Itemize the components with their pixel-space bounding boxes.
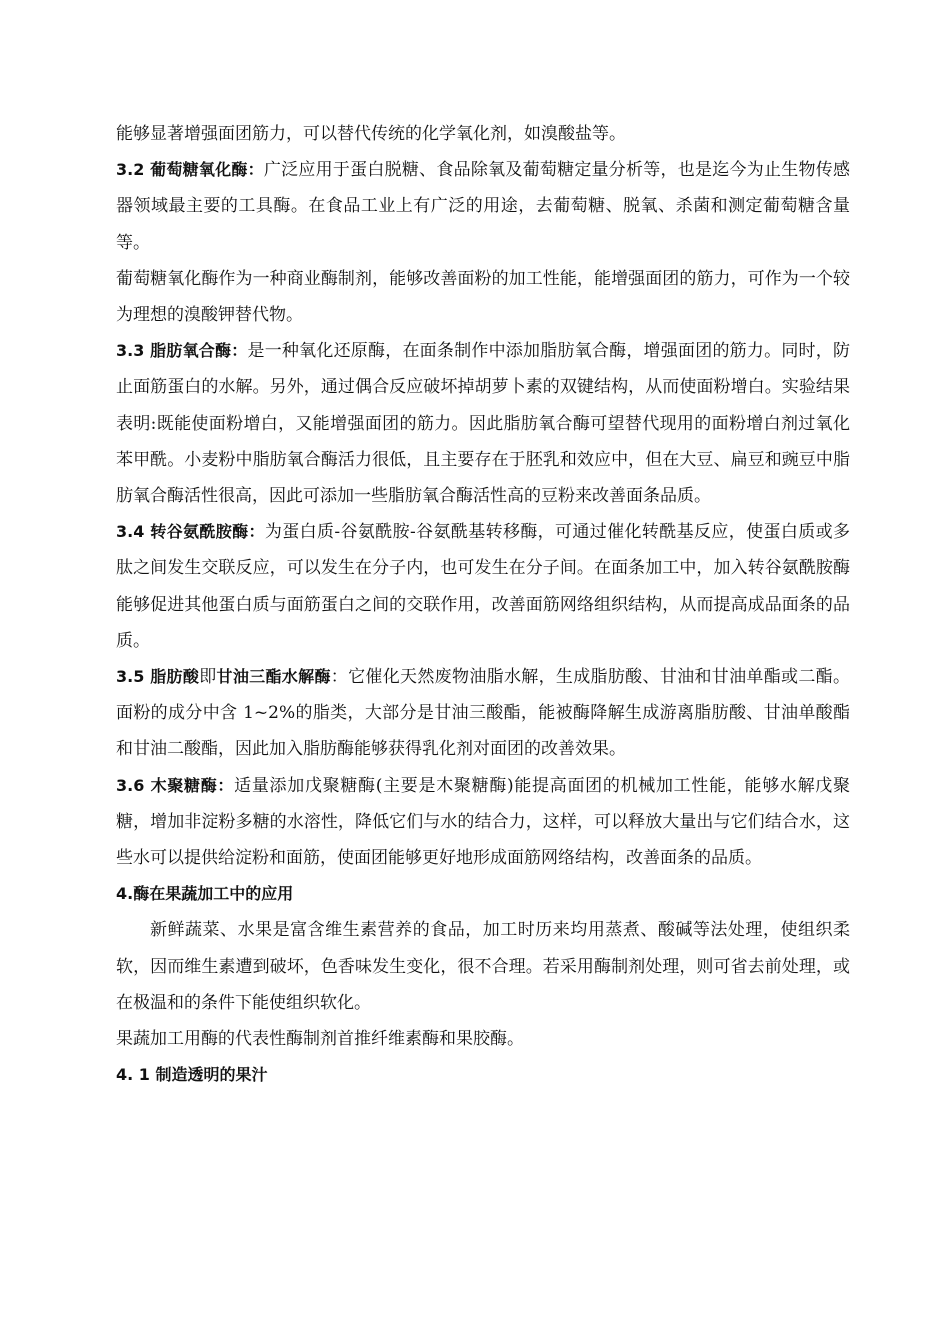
- heading-section-4: 4.酶在果蔬加工中的应用: [116, 884, 294, 904]
- section-label: 3.3 脂肪氧合酶：: [116, 341, 248, 361]
- section-label: 3.2 葡萄糖氧化酶：: [116, 160, 264, 180]
- section-label: 3.6 木聚糖酶：: [116, 775, 235, 795]
- section-3-4: [116, 514, 850, 659]
- section-label: 甘油三酯水解酶: [216, 667, 331, 687]
- paragraph-intro: [116, 116, 850, 152]
- heading-section-4-1: 4. 1 制造透明的果汁: [116, 1065, 268, 1085]
- paragraph-text: 果蔬加工用酶的代表性酶制剂首推纤维素酶和果胶酶。: [116, 1029, 524, 1050]
- section-connector: 即: [199, 667, 217, 688]
- section-label: 3.4 转谷氨酰胺酶：: [116, 522, 265, 542]
- section-text: ：它催化天然废物油脂水解，生成脂肪酸、甘油和甘油单酯或二酯。面粉的成分中含 1~2%的脂类，大部分是甘油三酸酯，能被酶降解生成游离脂肪酸、甘油单酸酯和甘油二酸酯，因此加入脂肪酶能够获得乳化剂对面团的改善效果。: [116, 667, 851, 760]
- section-text: 广泛应用于蛋白脱糖、食品除氧及葡萄糖定量分析等，也是迄今为止生物传感器领域最主要的工具酶。在食品工业上有广泛的用途，去葡萄糖、脱氧、杀菌和测定葡萄糖含量等。: [116, 160, 851, 253]
- section-3-5: [116, 659, 850, 768]
- paragraph-glucose-oxidase: [116, 261, 850, 333]
- paragraph-representative-enzymes: [116, 1021, 850, 1057]
- paragraph-text: 能够显著增强面团筋力，可以替代传统的化学氧化剂，如溴酸盐等。: [116, 124, 626, 144]
- section-text: 是一种氧化还原酶，在面条制作中添加脂肪氧合酶，增强面团的筋力。同时，防止面筋蛋白的水解。另外，通过偶合反应破坏掉胡萝卜素的双键结构，从而使面粉增白。实验结果表明:既能使面粉增白，又能增强面团的筋力。因此脂肪氧合酶可望替代现用的面粉增白剂过氧化苯甲酰。小麦粉中脂肪氧合酶活力很低，且主要存在于胚乳和效应中，但在大豆、扁豆和豌豆中脂肪氧合酶活性很高，因此可添加一些脂肪氧合酶活性高的豆粉来改善面条品质。: [116, 341, 850, 507]
- section-label: 3.5 脂肪酸: [116, 667, 200, 687]
- paragraph-text: 新鲜蔬菜、水果是富含维生素营养的食品，加工时历来均用蒸煮、酸碱等法处理，使组织柔软，因而维生素遭到破坏，色香味发生变化，很不合理。若采用酶制剂处理，则可省去前处理，或在极温和的条件下能使组织软化。: [116, 920, 850, 1013]
- section-3-2: [116, 152, 850, 261]
- section-text: 适量添加戊聚糖酶(主要是木聚糖酶)能提高面团的机械加工性能，能够水解戊聚糖，增加非淀粉多糖的水溶性，降低它们与水的结合力，这样，可以释放大量出与它们结合水，这些水可以提供给淀粉和面筋，使面团能够更好地形成面筋网络结构，改善面条的品质。: [116, 775, 850, 869]
- section-3-3: [116, 333, 850, 514]
- paragraph-text: 葡萄糖氧化酶作为一种商业酶制剂，能够改善面粉的加工性能，能增强面团的筋力，可作为一个较为理想的溴酸钾替代物。: [116, 268, 850, 326]
- paragraph-fruit-veg: [116, 912, 850, 1021]
- section-3-6: [116, 768, 850, 877]
- section-text: 为蛋白质-谷氨酰胺-谷氨酰基转移酶，可通过催化转酰基反应，使蛋白质或多肽之间发生交联反应，可以发生在分子内，也可发生在分子间。在面条加工中，加入转谷氨酰胺酶能够促进其他蛋白质与面筋蛋白之间的交联作用，改善面筋网络组织结构，从而提高成品面条的品质。: [116, 522, 850, 651]
